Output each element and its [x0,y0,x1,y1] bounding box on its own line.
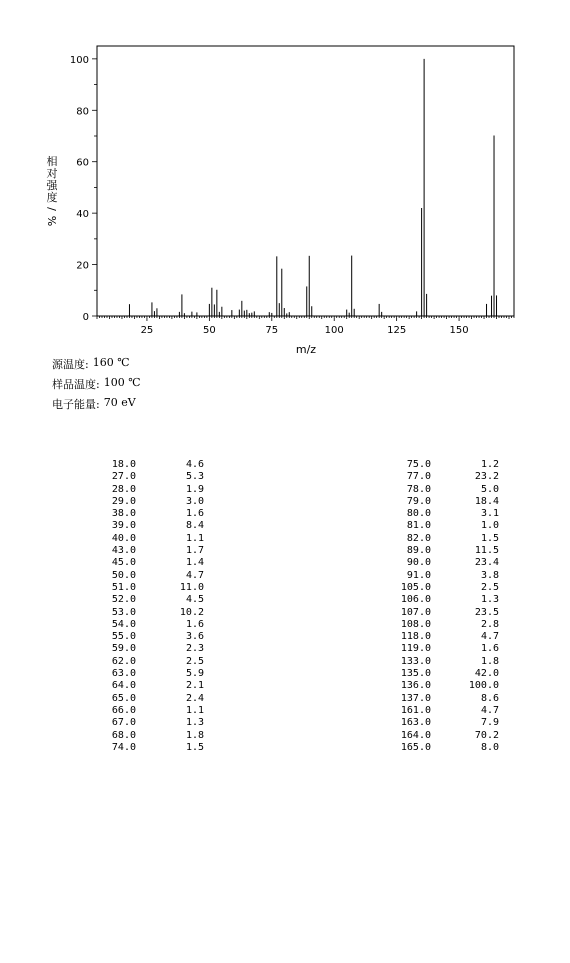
intensity-value: 11.0 [179,581,204,593]
peak-table-row [387,594,499,606]
sample-temp-label: 样品温度: [52,378,100,391]
x-tick-label: 25 [140,325,154,336]
peak-table-left [92,459,204,754]
mz-value: 50.0 [111,569,136,581]
peak-table-row [387,730,499,742]
intensity-value: 1.0 [480,520,499,532]
intensity-value: 11.5 [474,545,499,557]
peak-table-row [387,533,499,545]
y-axis-title [45,154,59,226]
mz-value: 45.0 [111,557,136,569]
intensity-value: 1.2 [480,459,499,470]
mz-value: 108.0 [400,618,431,630]
y-axis-title-char: 相 [46,155,58,168]
y-axis-title-char: 对 [46,167,58,180]
mz-value: 137.0 [400,692,431,704]
mz-value: 75.0 [406,459,431,470]
mz-value: 133.0 [400,655,431,667]
peak-table-row [387,607,499,619]
peak-table-row [92,693,204,705]
intensity-value: 5.9 [185,668,204,680]
mass-spectrum-chart [0,0,570,360]
peak-table-row [387,656,499,668]
peak-table-row [387,570,499,582]
peak-table-row [92,742,204,754]
peak-table-row [387,496,499,508]
intensity-value: 2.5 [185,655,204,667]
peak-table-row [92,459,204,471]
peak-table-row [92,643,204,655]
source-temp-value: 160 ℃ [92,356,130,369]
x-tick-label: 50 [202,325,216,336]
peak-table-row [92,594,204,606]
peak-table-row [92,607,204,619]
peak-table-row [387,693,499,705]
chart-axes [97,46,514,316]
electron-energy-label: 电子能量: [52,398,100,411]
intensity-value: 23.5 [474,606,499,618]
peak-table-row [92,656,204,668]
mz-value: 39.0 [111,520,136,532]
peak-table-row [387,508,499,520]
intensity-value: 1.3 [480,594,499,606]
intensity-value: 7.9 [480,717,499,729]
y-axis-title-char: % [45,215,58,227]
mz-value: 40.0 [111,532,136,544]
peak-table-row [387,557,499,569]
peak-table-row [387,545,499,557]
intensity-value: 1.5 [480,532,499,544]
mz-value: 80.0 [406,508,431,520]
mz-value: 27.0 [111,471,136,483]
intensity-value: 4.7 [480,631,499,643]
intensity-value: 8.6 [480,692,499,704]
mz-value: 54.0 [111,618,136,630]
mz-value: 67.0 [111,717,136,729]
y-tick-label: 100 [69,54,89,66]
y-tick-label: 60 [76,157,89,169]
intensity-value: 3.8 [480,569,499,581]
mz-value: 59.0 [111,643,136,655]
y-axis-title-char: 度 [46,191,58,204]
intensity-value: 1.1 [185,532,204,544]
intensity-value: 100.0 [468,680,499,692]
intensity-value: 18.4 [474,495,499,507]
mz-value: 65.0 [111,692,136,704]
intensity-value: 70.2 [474,729,499,741]
intensity-value: 4.6 [185,459,204,470]
mz-value: 18.0 [111,459,136,470]
sample-temp-value: 100 ℃ [103,376,141,389]
peak-table-row [92,668,204,680]
mz-value: 64.0 [111,680,136,692]
intensity-value: 1.8 [480,655,499,667]
mz-value: 135.0 [400,668,431,680]
intensity-value: 23.4 [474,557,499,569]
intensity-value: 1.6 [480,643,499,655]
intensity-value: 3.6 [185,631,204,643]
mz-value: 53.0 [111,606,136,618]
intensity-value: 5.3 [185,471,204,483]
peak-table-right [387,459,499,754]
peak-table-row [387,668,499,680]
y-tick-label: 0 [82,312,89,323]
intensity-value: 4.7 [185,569,204,581]
intensity-value: 1.9 [185,483,204,495]
intensity-value: 10.2 [179,606,204,618]
mz-value: 66.0 [111,704,136,716]
intensity-value: 1.5 [185,741,204,753]
peak-table-row [387,643,499,655]
mz-value: 51.0 [111,581,136,593]
mz-value: 105.0 [400,581,431,593]
peak-table-row [387,520,499,532]
peak-table-row [92,631,204,643]
y-tick-label: 40 [76,209,89,221]
mz-value: 28.0 [111,483,136,495]
intensity-value: 2.8 [480,618,499,630]
peak-table-row [92,705,204,717]
peak-table-row [387,717,499,729]
source-temp-label: 源温度: [52,358,89,371]
x-tick-label: 125 [387,325,407,336]
x-axis-title: m/z [295,343,317,356]
peak-table-row [92,680,204,692]
mz-value: 43.0 [111,545,136,557]
x-axis-ticks [97,316,514,336]
intensity-value: 2.5 [480,581,499,593]
y-tick-label: 80 [76,106,89,118]
mz-value: 77.0 [406,471,431,483]
mz-value: 165.0 [400,741,431,753]
peak-table-row [92,545,204,557]
mz-value: 62.0 [111,655,136,667]
spectrum-peaks [129,59,496,316]
mz-value: 89.0 [406,545,431,557]
plot-frame [97,46,514,316]
intensity-value: 1.6 [185,508,204,520]
peak-table-row [92,582,204,594]
intensity-value: 5.0 [480,483,499,495]
mz-value: 68.0 [111,729,136,741]
mz-value: 79.0 [406,495,431,507]
peak-table-row [387,582,499,594]
y-axis-title-char: / [45,207,58,211]
mz-value: 163.0 [400,717,431,729]
peak-table-row [387,619,499,631]
mz-value: 90.0 [406,557,431,569]
peak-table-row [92,717,204,729]
peak-table-row [92,484,204,496]
electron-energy-value: 70 eV [103,396,136,409]
peak-table-row [92,508,204,520]
mz-value: 119.0 [400,643,431,655]
peak-table-row [387,459,499,471]
peak-table-row [92,496,204,508]
intensity-value: 1.7 [185,545,204,557]
intensity-value: 3.1 [480,508,499,520]
x-tick-label: 100 [324,325,344,336]
x-tick-label: 75 [265,325,279,336]
peak-table-row [92,533,204,545]
run-conditions [52,356,141,416]
peak-table-row [92,557,204,569]
y-axis-ticks [70,55,97,323]
mz-value: 52.0 [111,594,136,606]
intensity-value: 8.0 [480,741,499,753]
intensity-value: 1.1 [185,704,204,716]
peak-table-row [387,705,499,717]
peak-table-row [92,730,204,742]
mz-value: 107.0 [400,606,431,618]
peak-table-row [387,484,499,496]
mz-value: 78.0 [406,483,431,495]
intensity-value: 1.6 [185,618,204,630]
intensity-value: 2.4 [185,692,204,704]
intensity-value: 2.1 [185,680,204,692]
x-tick-label: 150 [449,325,469,336]
mz-value: 164.0 [400,729,431,741]
peak-table-row [387,631,499,643]
peak-table-row [92,471,204,483]
mz-value: 29.0 [111,495,136,507]
mz-value: 118.0 [400,631,431,643]
peak-table-row [387,471,499,483]
peak-table-row [387,742,499,754]
peak-table-row [92,570,204,582]
mz-value: 161.0 [400,704,431,716]
intensity-value: 23.2 [474,471,499,483]
peak-table-row [387,680,499,692]
mz-value: 63.0 [111,668,136,680]
intensity-value: 4.5 [185,594,204,606]
intensity-value: 1.8 [185,729,204,741]
intensity-value: 8.4 [185,520,204,532]
intensity-value: 4.7 [480,704,499,716]
mz-value: 38.0 [111,508,136,520]
peak-table-row [92,520,204,532]
y-tick-label: 20 [76,260,89,272]
mz-value: 136.0 [400,680,431,692]
intensity-value: 42.0 [474,668,499,680]
mz-value: 91.0 [406,569,431,581]
y-axis-title-char: 强 [46,179,58,192]
peak-table-row [92,619,204,631]
mz-value: 106.0 [400,594,431,606]
mz-value: 82.0 [406,532,431,544]
intensity-value: 1.4 [185,557,204,569]
intensity-value: 1.3 [185,717,204,729]
mz-value: 74.0 [111,741,136,753]
intensity-value: 3.0 [185,495,204,507]
intensity-value: 2.3 [185,643,204,655]
mz-value: 55.0 [111,631,136,643]
mz-value: 81.0 [406,520,431,532]
